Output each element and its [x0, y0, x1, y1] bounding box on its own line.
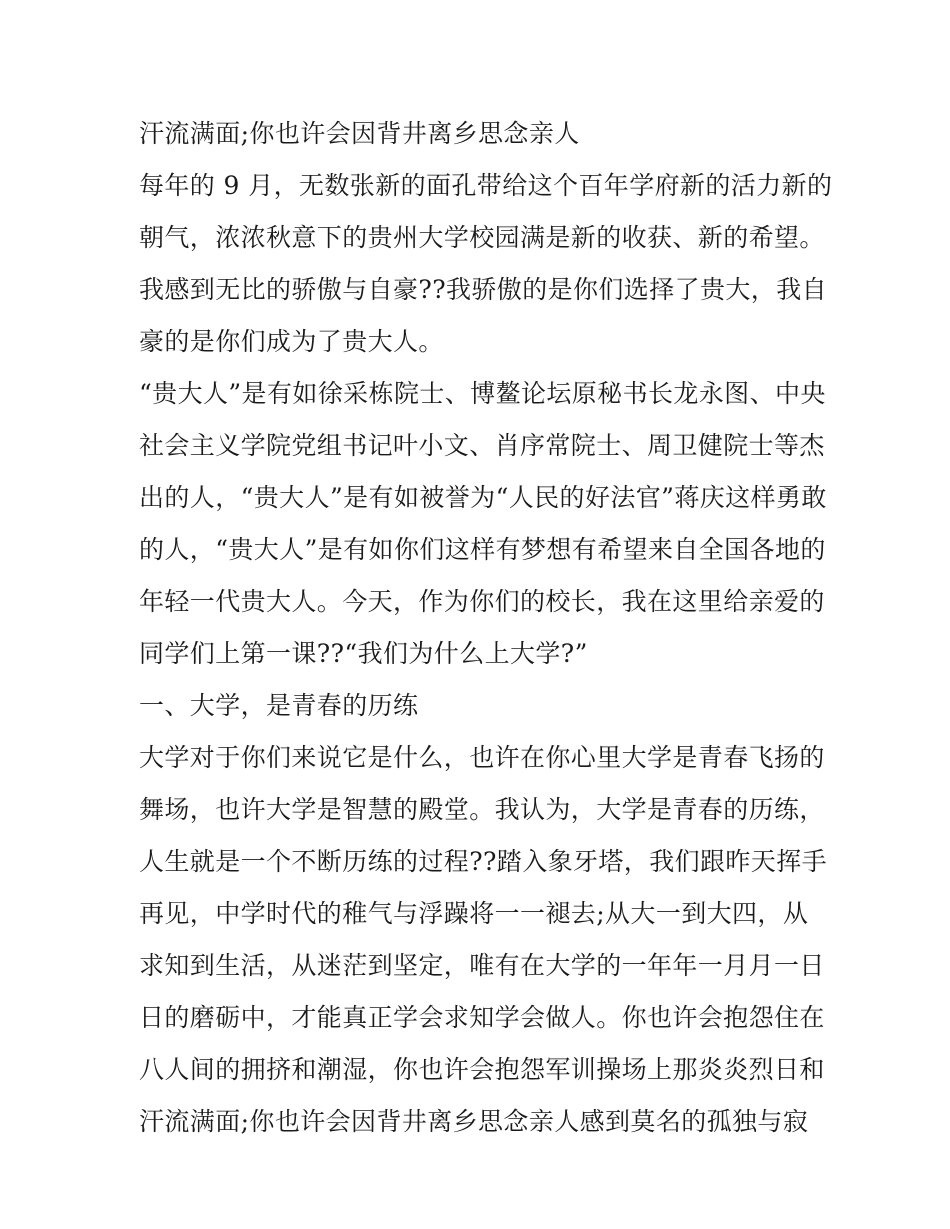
text-line: 求知到生活，从迷茫到坚定，唯有在大学的一年年一月月一日: [139, 951, 825, 980]
text-line: 出的人，“贵大人”是有如被誉为“人民的好法官”蒋庆这样勇敢: [139, 483, 827, 512]
text-line: “贵大人”是有如徐采栋院士、博鳌论坛原秘书长龙永图、中央: [139, 379, 826, 408]
text-line: 豪的是你们成为了贵大人。: [139, 327, 444, 356]
text-line: 人生就是一个不断历练的过程??踏入象牙塔，我们跟昨天挥手: [139, 847, 828, 876]
text-line: 同学们上第一课??“我们为什么上大学?”: [139, 639, 588, 668]
section-heading: 一、大学，是青春的历练: [139, 691, 419, 720]
text-line: 年轻一代贵大人。今天，作为你们的校长，我在这里给亲爱的: [139, 587, 825, 616]
text-line: 再见，中学时代的稚气与浮躁将一一褪去;从大一到大四，从: [139, 899, 809, 928]
text-line: 日的磨砺中，才能真正学会求知学会做人。你也许会抱怨住在: [139, 1003, 825, 1032]
text-line: 八人间的拥挤和潮湿，你也许会抱怨军训操场上那炎炎烈日和: [139, 1055, 825, 1084]
text-line: 社会主义学院党组书记叶小文、肖序常院士、周卫健院士等杰: [139, 431, 825, 460]
text-line: 汗流满面;你也许会因背井离乡思念亲人感到莫名的孤独与寂: [139, 1107, 809, 1136]
text-line: 汗流满面;你也许会因背井离乡思念亲人: [139, 119, 580, 148]
text-line: 舞场，也许大学是智慧的殿堂。我认为，大学是青春的历练，: [139, 795, 825, 824]
text-line: 朝气，浓浓秋意下的贵州大学校园满是新的收获、新的希望。: [139, 223, 825, 252]
text-line: 大学对于你们来说它是什么，也许在你心里大学是青春飞扬的: [139, 743, 825, 772]
text-line: 的人，“贵大人”是有如你们这样有梦想有希望来自全国各地的: [139, 535, 826, 564]
text-line: 每年的 9 月，无数张新的面孔带给这个百年学府新的活力新的: [139, 171, 833, 200]
document-body: [139, 108, 833, 1148]
text-line: 我感到无比的骄傲与自豪??我骄傲的是你们选择了贵大，我自: [139, 275, 828, 304]
